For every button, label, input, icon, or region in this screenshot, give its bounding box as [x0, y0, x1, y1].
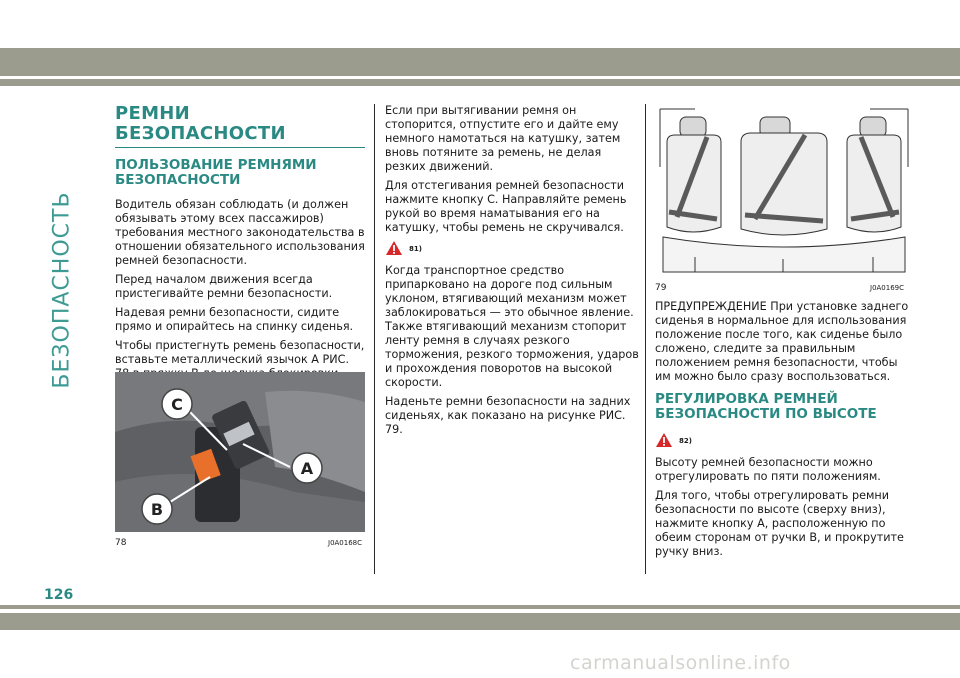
- column-1: [115, 104, 365, 386]
- callout-c: C: [171, 395, 183, 414]
- section-title: РЕМНИ БЕЗОПАСНОСТИ: [115, 103, 286, 144]
- header-stripe: [0, 48, 960, 76]
- header-stripe-thin: [0, 79, 960, 86]
- figure-number: 79: [655, 283, 667, 293]
- subsection-title: ПОЛЬЗОВАНИЕ РЕМНЯМИ БЕЗОПАСНОСТИ: [115, 157, 317, 188]
- column-divider: [374, 104, 375, 574]
- paragraph: Высоту ремней безопасности можно отрегулировать по пяти положениям.: [655, 456, 881, 483]
- paragraph: Водитель обязан соблюдать (и должен обязывать этому всех пассажиров) требования местного законодательства в отношении обязательного использования ремней безопасности.: [115, 198, 365, 267]
- callout-b: B: [150, 500, 164, 519]
- warning-triangle-icon: [385, 240, 403, 256]
- figure-78-belt-buckle-photo: [115, 372, 365, 532]
- page-number: 126: [44, 587, 74, 603]
- figure-code: J0A0169C: [870, 284, 905, 292]
- paragraph: Перед началом движения всегда пристегивайте ремни безопасности.: [115, 273, 333, 300]
- figure-number: 78: [115, 538, 127, 548]
- column-divider: [645, 104, 646, 574]
- paragraph: Когда транспортное средство припарковано на дороге под сильным уклоном, втягивающий механизм может заблокироваться — это обычное явление. Также втягивающий механизм стопорит ленту ремня в случаях резкого торможения, резкого торможения, ударов и прохождения поворотов на высокой скорости.: [385, 264, 639, 389]
- figure-code: J0A0168C: [328, 539, 363, 547]
- paragraph: Если при вытягивании ремня он стопорится, отпустите его и дайте ему немного намотаться на катушку, затем вновь потяните за ремень, не делая резких движений.: [385, 104, 621, 173]
- paragraph: Чтобы пристегнуть ремень безопасности, вставьте металлический язычок A РИС.: [115, 339, 365, 366]
- column-3: [655, 300, 913, 564]
- section-side-title: БЕЗОПАСНОСТЬ: [49, 191, 75, 389]
- subsection-title: РЕГУЛИРОВКА РЕМНЕЙ БЕЗОПАСНОСТИ ПО ВЫСОТЕ: [655, 391, 877, 422]
- footer-stripe: [0, 613, 960, 630]
- figure-79-rear-seats-drawing: [655, 107, 913, 277]
- footer-stripe-thin: [0, 605, 960, 609]
- paragraph: Наденьте ремни безопасности на задних сиденьях, как показано на рисунке РИС. 79.: [385, 395, 631, 436]
- paragraph: Для того, чтобы отрегулировать ремни безопасности по высоте (сверху вниз), нажмите кнопку A, расположенную по обеим сторонам от ручки B, и прокрутите ручку вниз.: [655, 489, 904, 558]
- column-2: [385, 104, 640, 442]
- paragraph: ПРЕДУПРЕЖДЕНИЕ При установке заднего сиденья в нормальное для использования положение после того, как сиденье было сложено, следите за правильным положением ремня безопасности, чтобы им можно было сразу воспользоваться.: [655, 300, 909, 383]
- paragraph: Надевая ремни безопасности, сидите прямо и опирайтесь на спинку сиденья.: [115, 306, 354, 333]
- warning-ref-number: 82): [679, 437, 692, 445]
- top-margin: [0, 0, 960, 48]
- paragraph: Для отстегивания ремней безопасности нажмите кнопку C. Направляйте ремень рукой во время наматывания его на катушку, чтобы ремень не скручивался.: [385, 179, 627, 234]
- watermark: carmanualsonline.info: [570, 652, 791, 674]
- warning-reference: [655, 432, 913, 450]
- warning-ref-number: 81): [409, 245, 422, 253]
- title-underline: [115, 147, 365, 148]
- callout-a: A: [300, 459, 314, 478]
- warning-triangle-icon: [655, 432, 673, 448]
- warning-reference: [385, 240, 640, 258]
